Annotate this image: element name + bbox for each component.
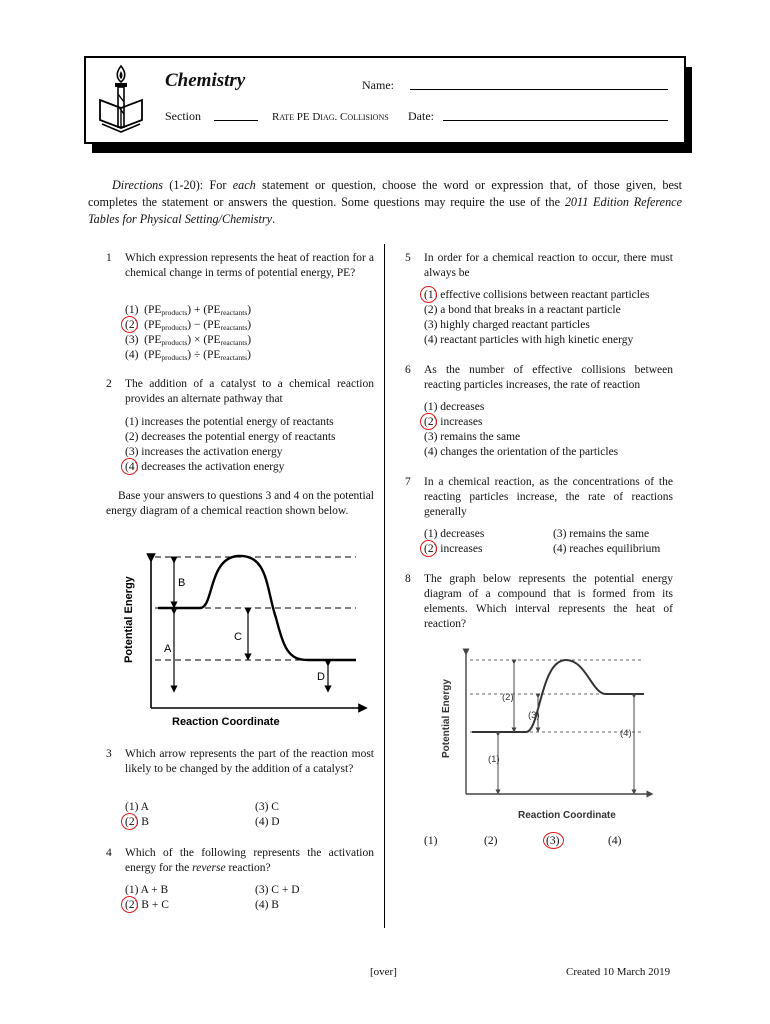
option[interactable]: (4) B [255,899,279,911]
question-number: 6 [405,364,411,376]
option[interactable]: (2) [484,835,498,847]
question-number: 7 [405,476,411,488]
option[interactable]: (2) decreases the potential energy of reactants [125,431,336,443]
page-title: Chemistry [165,70,246,91]
option[interactable]: (4) D [255,816,280,828]
column-divider [384,244,385,928]
topic-label: Rate PE Diag. Collisions [272,111,389,123]
directions-each: each [232,178,256,192]
label-1: (1) [488,754,500,765]
option[interactable]: (1) effective collisions between reactant particles [424,289,650,301]
answer-circle [121,316,138,333]
option[interactable]: (4) $(PE_{products}) \div (PE_{reactants})$ [125,349,251,362]
directions-lead: Directions [112,178,163,192]
date-label: Date: [408,109,434,123]
question-number: 4 [106,847,112,859]
answer-circle [420,540,437,557]
question-text: Which arrow represents the part of the reaction most likely to be changed by the addition of a catalyst? [125,748,374,775]
torch-book-logo-icon [98,62,144,138]
option[interactable]: (2) B [125,816,149,828]
option[interactable]: (3) C + D [255,884,300,896]
label-D: D [317,671,325,683]
question-number: 2 [106,378,112,390]
directions-reference: 2011 Edition Reference Tables for Physical Setting/Chemistry [88,195,682,226]
option[interactable]: (3) remains the same [424,431,521,443]
directions-range: (1-20): For [163,178,233,192]
name-label: Name: [362,78,394,92]
question-text: The addition of a catalyst to a chemical reaction provides an alternate pathway that [125,378,374,405]
directions [88,177,682,228]
option[interactable]: (2) B + C [125,899,169,911]
question-text: In order for a chemical reaction to occur, there must always be [424,252,673,279]
ylabel: Potential Energy [123,576,135,663]
option[interactable]: (4) reaches equilibrium [553,543,661,555]
directions-rest: statement or question, choose the word or expression that, of those given, best completes the statement or answers the question. Some questions may require the use of the [88,178,682,209]
option[interactable]: (4) changes the orientation of the particles [424,446,619,458]
answer-circle [121,813,138,830]
label-4: (4) [620,728,632,739]
option[interactable]: (1) decreases [424,528,485,540]
option[interactable]: (2) a bond that breaks in a reactant particle [424,304,621,316]
footer-over: [over] [370,966,397,978]
option[interactable]: (3) C [255,801,279,813]
ylabel: Potential Energy [441,679,452,758]
option[interactable]: (1) decreases [424,401,485,413]
date-field[interactable] [443,120,668,121]
label-A: A [164,643,172,655]
answer-circle [420,286,437,303]
option[interactable]: (3) highly charged reactant particles [424,319,590,331]
option[interactable]: (3) remains the same [553,528,650,540]
option[interactable]: (1) increases the potential energy of reactants [125,416,334,428]
option[interactable]: (4) reactant particles with high kinetic energy [424,334,634,346]
question-text: Which of the following represents the activation energy for the reverse reaction? [125,847,374,874]
xlabel: Reaction Coordinate [172,716,280,728]
label-C: C [234,631,242,643]
option[interactable]: (3) increases the activation energy [125,446,283,458]
question-number: 3 [106,748,112,760]
option[interactable]: (1) A + B [125,884,169,896]
question-text: The graph below represents the potential energy diagram of a compound that is formed from its elements. Which interval represents the heat of reaction? [424,573,673,630]
potential-energy-diagram-1 [118,548,368,738]
answer-circle [121,458,138,475]
potential-energy-diagram-2 [436,648,656,828]
question-number: 8 [405,573,411,585]
label-B: B [178,577,186,589]
question-text: Which expression represents the heat of reaction for a chemical change in terms of potential energy, PE? [125,252,374,279]
question-text: As the number of effective collisions between reacting particles increases, the rate of reaction [424,364,673,391]
answer-circle [420,413,437,430]
xlabel: Reaction Coordinate [518,810,616,821]
option[interactable]: (2) increases [424,543,483,555]
label-3: (3) [528,710,540,721]
question-number: 5 [405,252,411,264]
name-field[interactable] [410,89,668,90]
option[interactable]: (4) decreases the activation energy [125,461,285,473]
base-text: Base your answers to questions 3 and 4 on the potential energy diagram of a chemical reaction shown below. [106,490,374,517]
answer-circle [543,832,564,849]
option[interactable]: (2) $(PE_{products}) - (PE_{reactants})$ [125,319,252,332]
answer-circle [121,896,138,913]
section-field[interactable] [214,120,258,121]
section-label: Section [165,109,201,123]
option[interactable]: (2) increases [424,416,483,428]
label-2: (2) [502,692,514,703]
question-text: In a chemical reaction, as the concentrations of the reacting particles increase, the rate of reactions generally [424,476,673,518]
footer-created: Created 10 March 2019 [566,966,671,978]
option[interactable]: (1) [424,835,438,847]
option[interactable]: (4) [608,835,622,847]
option[interactable]: (3) [546,835,560,847]
directions-end: . [272,212,276,226]
option[interactable]: (1) $(PE_{products}) + (PE_{reactants})$ [125,304,252,317]
question-number: 1 [106,252,112,264]
option[interactable]: (3) $(PE_{products}) \times (PE_{reactants})$ [125,334,252,347]
option[interactable]: (1) A [125,801,149,813]
